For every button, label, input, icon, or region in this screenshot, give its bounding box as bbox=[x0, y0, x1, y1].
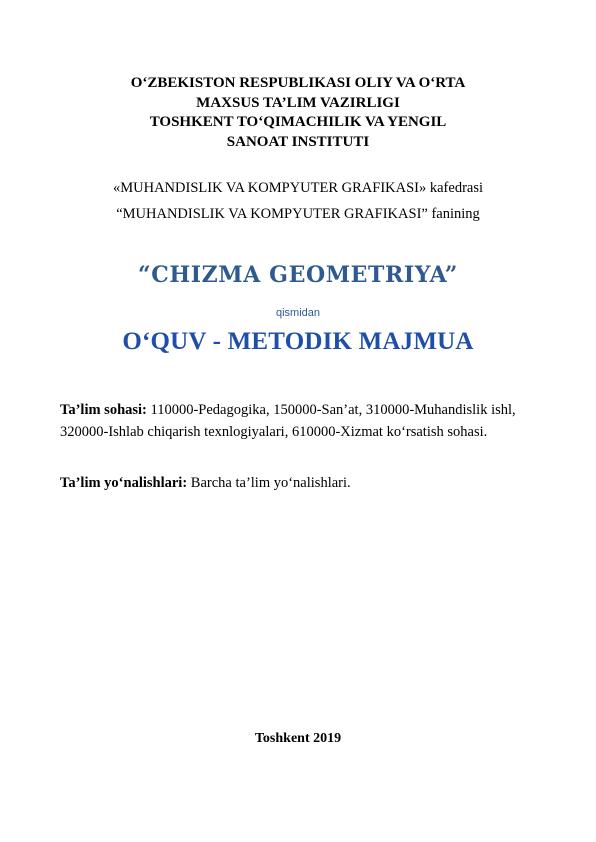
directions-label: Ta’lim yo‘nalishlari: bbox=[60, 475, 188, 491]
education-area-paragraph bbox=[60, 399, 538, 443]
document-title: “CHIZMA GEOMETRIYA” bbox=[138, 262, 458, 288]
header-line: SANOAT INSTITUTI bbox=[226, 133, 370, 150]
directions-paragraph bbox=[60, 472, 538, 494]
header-line: TOSHKENT TO‘QIMACHILIK VA YENGIL bbox=[149, 114, 447, 130]
education-area-label: Ta’lim sohasi: bbox=[60, 402, 147, 418]
main-heading: O‘QUV - METODIK MAJMUA bbox=[122, 328, 474, 355]
subject-line: “MUHANDISLIK VA KOMPYUTER GRAFIKASI” fanining bbox=[116, 206, 480, 222]
ministry-header bbox=[0, 74, 596, 152]
department-line: «MUHANDISLIK VA KOMPYUTER GRAFIKASI» kafedrasi bbox=[112, 180, 484, 196]
directions-value: Barcha ta’lim yo‘nalishlari. bbox=[187, 475, 351, 491]
education-area-value: 110000-Pedagogika, 150000-San’at, 310000-Muhandislik ishl, 320000-Ishlab chiqarish texnlogiyalari, 610000-Xizmat ko‘rsatish sohasi. bbox=[60, 402, 516, 440]
footer-place-year: Toshkent 2019 bbox=[254, 731, 342, 746]
header-line: O‘ZBEKISTON RESPUBLIKASI OLIY VA O‘RTA bbox=[130, 75, 466, 91]
document-subtitle: qismidan bbox=[275, 307, 321, 319]
header-line: MAXSUS TA’LIM VAZIRLIGI bbox=[196, 94, 400, 111]
